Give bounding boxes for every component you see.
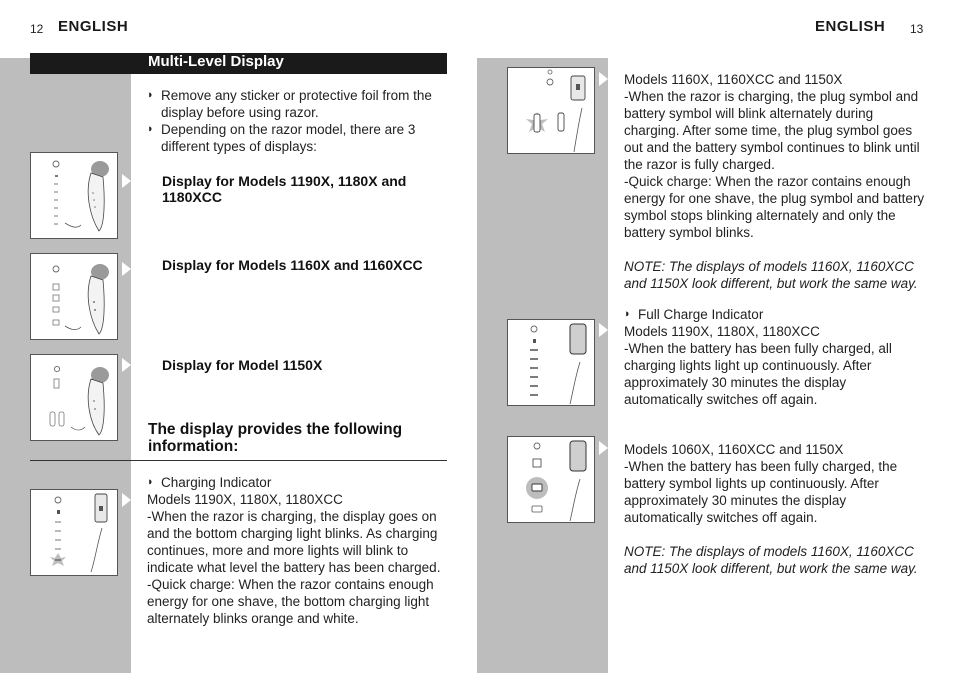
section-title: Multi-Level Display: [148, 53, 284, 70]
illustration-7-pointer: [599, 441, 608, 455]
illustration-display-1150x: [30, 354, 118, 441]
display-models-1160x: Display for Models 1160X and 1160XCC: [162, 257, 423, 273]
illustration-5-pointer: [599, 72, 608, 86]
right-block-1: [624, 71, 928, 292]
block-3-text: -When the battery has been fully charged, the battery symbol lights up continuously. After approximately 30 minutes the display automatically switches off again.: [624, 459, 898, 525]
right-block-2: [624, 306, 924, 408]
charging-text-2: -Quick charge: When the razor contains enough energy for one shave, the bottom charging light alternately blinks orange and white.: [147, 577, 434, 626]
display-model-1150x: Display for Model 1150X: [162, 357, 323, 373]
illustration-full-charge-1190x: [507, 319, 595, 406]
right-block-3: [624, 441, 924, 577]
block-2-text: -When the battery has been fully charged, all charging lights light up continuously. After approximately 30 minutes the display automatically switches off again.: [624, 341, 892, 407]
charging-indicator-bullet: ◗ Charging Indicator: [147, 474, 445, 491]
illustration-4-pointer: [122, 493, 131, 507]
charging-text-1: -When the razor is charging, the display goes on and the bottom charging light blinks. As charging continues, more and more lights will blink to indicate what level the battery has been charged.: [147, 509, 441, 575]
block-1-text-2: -Quick charge: When the razor contains enough energy for one shave, the plug symbol and battery symbol stops blinking alternately and only the battery symbol blinks.: [624, 174, 925, 240]
display-models-1190x: Display for Models 1190X, 1180X and 1180XCC: [162, 173, 407, 205]
block-3-models: Models 1060X, 1160XCC and 1150X: [624, 442, 844, 457]
illustration-display-1160x: [30, 253, 118, 340]
illustration-6-pointer: [599, 323, 608, 337]
intro-bullets: [147, 87, 447, 155]
right-page-number: 13: [910, 22, 924, 36]
bullet-remove-sticker: ◗ Remove any sticker or protective foil from the display before using razor.: [147, 87, 447, 121]
illustration-1160x-charging: [507, 67, 595, 154]
illustration-2-pointer: [122, 262, 131, 276]
block-1-note: NOTE: The displays of models 1160X, 1160XCC and 1150X look different, but work the same way.: [624, 259, 918, 291]
block-2-models: Models 1190X, 1180X, 1180XCC: [624, 324, 820, 339]
illustration-3-pointer: [122, 358, 131, 372]
left-page-number: 12: [30, 22, 44, 36]
charging-models: Models 1190X, 1180X, 1180XCC: [147, 492, 343, 507]
illustration-1-pointer: [122, 174, 131, 188]
full-charge-bullet: ◗ Full Charge Indicator: [624, 306, 924, 323]
illustration-full-charge-1060x: [507, 436, 595, 523]
charging-indicator-block: [147, 474, 445, 627]
illustration-display-1190x: [30, 152, 118, 239]
bullet-display-types: ◗ Depending on the razor model, there are 3 different types of displays:: [147, 121, 447, 155]
block-1-models: Models 1160X, 1160XCC and 1150X: [624, 72, 843, 87]
block-3-note: NOTE: The displays of models 1160X, 1160XCC and 1150X look different, but work the same way.: [624, 544, 918, 576]
info-heading-rule: [30, 460, 447, 461]
right-page-language: ENGLISH: [815, 18, 886, 35]
block-1-text-1: -When the razor is charging, the plug symbol and battery symbol will blink alternately during charging. After some time, the plug symbol goes out and the battery symbol continues to blink until the razor is fully charged.: [624, 89, 920, 172]
illustration-charging-indicator: [30, 489, 118, 576]
section-title-bar: [30, 53, 447, 74]
left-page-language: ENGLISH: [58, 18, 129, 35]
info-heading: The display provides the following information:: [148, 421, 403, 455]
